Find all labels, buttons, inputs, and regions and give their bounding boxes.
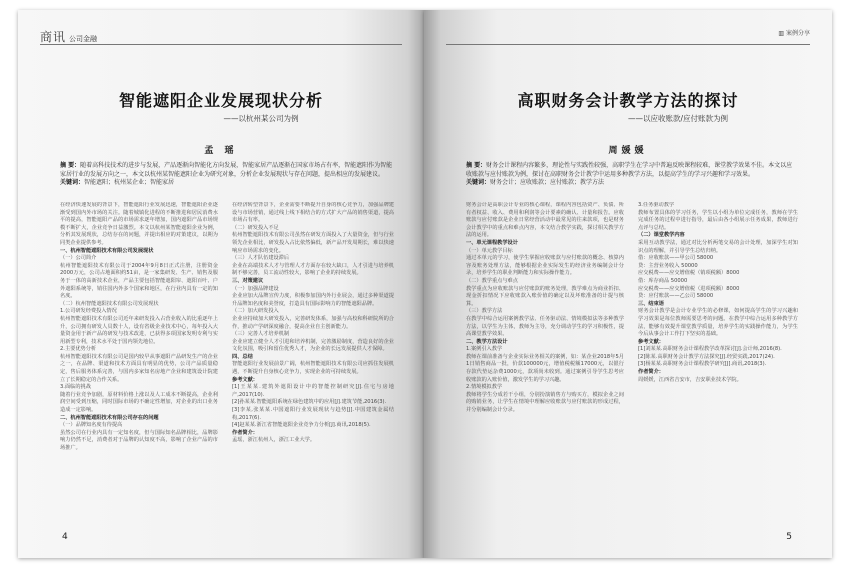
keywords-label: 关键词： <box>60 179 85 186</box>
paragraph: 财务会计是高职会计专业的核心课程，课程内容包括资产、负债、所有者权益、收入、费用和利润等会计要素的确认、计量和报告。应收账款与应付账款是企业日常经营活动中最常见的往来款项，也是财务会计教学中的重点和难点内容，本文结合教学实践，探讨相关教学方法的运用。 <box>466 202 624 239</box>
paragraph: 教师在课前准备与企业实际业务相关的案例，如：某企业2018年5月1日销售商品一批，价款100000元，增值税税额17000元，以银行存款代垫运杂费1000元，款项尚未收到。通过案例引导学生思考应收账款的入账价值，激发学生的学习兴趣。 <box>466 353 624 383</box>
paragraph: （三）教学方法 <box>466 308 503 315</box>
paragraph: [3]李某,张某某.中国遮阳行业发展现状与趋势[J].中国建筑金属结构,2017(6). <box>232 407 394 421</box>
page-number: 5 <box>786 532 792 542</box>
keywords-text: 财务会计；应收账款；应付账款；教学方法 <box>490 179 605 186</box>
section-heading: 一、杭州智能遮阳技术有限公司发展现状 <box>60 247 154 254</box>
paragraph: 在经济快速发展的背景下，智能遮阳行业发展迅速，智能遮阳企业逐渐受到国内外市场的关注。随着城镇化进程的不断推进和居民消费水平的提高，智能遮阳产品的市场需求逐年增加，国内遮阳产品市场规模不断扩大，企业竞争日益激烈。本文以杭州某智能遮阳企业为例，分析其发展现状，总结存在的问题，并提出相应的对策建议，以期为同类企业提供参考。 <box>60 202 218 246</box>
paragraph: 企业在高端技术人才与管理人才方面存在较大缺口，人才引进与培养机制不够完善，员工流动性较大，影响了企业的持续发展。 <box>232 262 394 277</box>
paragraph: 虽然公司在行业内具有一定知名度，但与国际知名品牌相比，品牌影响力仍然不足，消费者对于品牌的认知度不高，影响了企业产品的市场推广。 <box>60 429 218 451</box>
paragraph: 通过本单元的学习，使学生掌握应收账款与应付账款的概念、核算内容及账务处理方法，能够根据企业实际发生的经济业务编制会计分录，培养学生的职业判断能力和实际操作能力。 <box>466 255 624 277</box>
left-column-1 <box>60 202 218 522</box>
magazine-spread <box>18 10 832 558</box>
abstract <box>60 162 395 188</box>
article-subtitle: ——以杭州某公司为例 <box>223 114 299 123</box>
paragraph: 周媛媛，江西省吉安市，吉安职业技术学院。 <box>638 376 742 383</box>
section-heading: 参考文献： <box>232 376 258 383</box>
section-heading: 三、对策建议 <box>232 277 264 284</box>
right-column-1 <box>466 202 624 522</box>
paragraph: [2]陈某.高职财务会计教学方法探究[J].经贸实践,2017(24). <box>638 353 775 360</box>
page-number: 4 <box>62 532 68 542</box>
paragraph: [3]杨某某.高职财务会计课程教学研究[J].商讯,2018(3). <box>638 361 767 368</box>
abstract-label: 摘 要： <box>466 162 487 169</box>
paragraph: 杭州智能遮阳技术有限公司于2004年9月8日正式注册，注册资金2000万元，公司占地面积约51亩，是一家集研发、生产、销售及服务于一体的高新技术企业，产品主要包括智能遮阳帘、遮阳百叶、户外遮阳系统等，销往国内外多个国家和地区，在行业内具有一定的知名度。 <box>60 262 218 300</box>
paragraph: 贷：应付账款——乙公司 58000 <box>638 293 714 300</box>
paragraph: 财务会计教学是会计专业学生的必修课，如何提高学生的学习兴趣和学习效果是每位教师需要思考的问题。在教学中综合运用多种教学方法，能够有效提升课堂教学质量，培养学生的实践操作能力，为学生今后从事会计工作打下坚实的基础。 <box>638 308 798 338</box>
paragraph: 教师将学生分成若干小组，分别扮演销售方与购买方，模拟企业之间的购销业务，让学生在情境中理解应收账款与应付账款的形成过程，并分别编制会计分录。 <box>466 391 624 414</box>
abstract <box>466 162 796 188</box>
left-page-header <box>40 28 402 45</box>
section-heading: 二、杭州智能遮阳技术有限公司存在的问题 <box>60 414 159 421</box>
paragraph: 3.任务驱动教学 <box>638 202 675 208</box>
paragraph: （一）单元教学目标 <box>466 247 513 254</box>
paragraph: 在经济转型背景下，企业需要不断提升自身的核心竞争力，加强品牌建设与市场营销，通过线上线下相结合的方式扩大产品的销售渠道，提高市场占有率。 <box>232 202 394 224</box>
paragraph: 教学重点为应收账款与应付账款的账务处理，教学难点为商业折扣、现金折扣情况下应收账款入账价值的确定以及坏账准备的计提与核算。 <box>466 285 624 307</box>
paragraph: 2.情境模拟教学 <box>466 384 503 391</box>
right-column-2 <box>638 202 798 522</box>
paragraph: 智能遮阳行业发展前景广阔，杭州智能遮阳技术有限公司应抓住发展机遇，不断提升自身核心竞争力，实现企业的可持续发展。 <box>232 361 394 376</box>
header-brand: 商讯 <box>40 30 67 44</box>
abstract-label: 摘 要： <box>60 162 81 169</box>
paragraph: 教师布置具体的学习任务，学生以小组为单位完成任务，教师在学生完成任务的过程中进行指导，最后由各小组展示任务成果，教师进行点评与总结。 <box>638 209 798 231</box>
left-page <box>18 10 424 558</box>
paragraph: 随着行业竞争加剧，原材料价格上涨以及人工成本不断提高，企业利润空间受到压缩，同时国际市场的不确定性增加，对企业的出口业务造成一定影响。 <box>60 391 218 414</box>
section-heading: 四、总结 <box>232 353 253 360</box>
paragraph: [4]赵某某.浙江省智能遮阳企业竞争力分析[J].商讯,2018(5). <box>232 422 371 429</box>
paragraph: 杭州智能遮阳技术有限公司近年来研发投入占营业收入的比重逐年上升，公司拥有研发人员数十人，设有省级企业技术中心，每年投入大量资金用于新产品的研发与技术改进，已获得多项国家发明专利与实用新型专利，技术水平处于国内领先地位。 <box>60 315 218 345</box>
right-page <box>424 10 832 558</box>
right-page-header <box>446 28 810 45</box>
paragraph: 3.面临的挑战 <box>60 384 91 391</box>
article-author: 周媛媛 <box>608 146 648 156</box>
paragraph: 在教学中综合运用案例教学法、任务驱动法、情境模拟法等多种教学方法，以学生为主体，教师为主导，充分调动学生的学习积极性，提高课堂教学效果。 <box>466 315 624 338</box>
paragraph: （一）加强品牌建设 <box>232 285 279 292</box>
section-heading: 一、单元课程教学设计 <box>466 239 518 246</box>
paragraph: 1.公司研发经费投入情况 <box>60 308 117 315</box>
article-author: 孟 瑶 <box>204 146 238 156</box>
paragraph: （一）公司简介 <box>60 255 97 262</box>
paragraph: 1.案例引入教学 <box>466 346 503 353</box>
paragraph: 贷：主营业务收入 50000 <box>638 262 698 269</box>
section-heading: 作者简介： <box>232 429 258 436</box>
paragraph: （二）教学重点与难点 <box>466 277 518 284</box>
keywords-text: 智能遮阳；杭州某企业；智能家居 <box>84 179 175 186</box>
paragraph: （二）加大研发投入 <box>232 308 279 315</box>
paragraph: （三）人才队伍建设滞后 <box>232 255 290 262</box>
section-heading: 二、教学方法设计 <box>466 338 508 345</box>
paragraph: （二）研发投入不足 <box>232 224 279 231</box>
abstract-text: 随着高科技技术的进步与发展，产品逐渐向智能化方向发展，智能家居产品逐渐在国家市场占有率，智能遮阳作为智能家居行业的发展方向之一，本文以杭州某智能遮阳企业为研究对象，分析企业发展现状与存在问题，提出相应的发展建议。 <box>60 162 393 178</box>
paragraph: 企业应加大品牌宣传力度，积极参加国内外行业展会，通过多种渠道提升品牌知名度和美誉度，打造具有国际影响力的智能遮阳品牌。 <box>232 293 394 307</box>
header-tag: ▥ 案例分享 <box>778 30 810 37</box>
paragraph: [2]孙某某.智能遮阳系统在绿色建筑中的应用[J].建筑节能,2016(3). <box>232 399 387 406</box>
paragraph: 企业应持续加大研发投入，完善研发体系，加强与高校和科研院所的合作，推动产学研深度融合，提高企业自主创新能力。 <box>232 315 394 330</box>
paragraph: （二）杭州智能遮阳技术有限公司发展现状 <box>60 300 159 307</box>
paragraph: 应交税费——应交增值税（销项税额）8000 <box>638 270 740 277</box>
paragraph: 2.主要优势分析 <box>60 346 97 353</box>
paragraph: [1]王某某.建筑外遮阳设计中的智能控制研究[J].住宅与房地产,2017(10). <box>232 384 394 398</box>
paragraph: （三）完善人才培养机制 <box>232 331 290 338</box>
article-title: 高职财务会计教学方法的探讨 <box>517 91 739 110</box>
section-heading: 三、结束语 <box>638 300 664 307</box>
paragraph: 企业应建立健全人才引进和培养机制，完善激励制度，营造良好的企业文化氛围，吸引和留住优秀人才，为企业的长远发展提供人才保障。 <box>232 338 394 353</box>
paragraph: 杭州智能遮阳技术有限公司虽然在研发方面投入了大量资金，但与行业领先企业相比，研发投入占比依然偏低，新产品开发周期长，难以快速响应市场需求的变化。 <box>232 232 394 254</box>
paragraph: 应交税费——应交增值税（进项税额）8000 <box>638 285 740 292</box>
abstract-text: 财务会计课程内容繁多，理论性与实践性较强，高职学生在学习中普遍反映课程较难，课堂教学效果不佳。本文以应收账款与应付账款为例，探讨在高职财务会计教学中运用多种教学方法，以提高学生的学习兴趣和学习效果。 <box>466 162 793 178</box>
paragraph: 采用互动教学法，通过对比分析两笔交易的会计处理，加深学生对知识点的理解，并引导学生总结归纳。 <box>638 239 798 254</box>
section-heading: （二）课堂教学内容 <box>638 232 685 239</box>
paragraph: 杭州智能遮阳技术有限公司是国内较早从事遮阳产品研发生产的企业之一，在品牌、渠道和技术方面具有明显的优势，公司产品质量稳定，售后服务体系完善，与国内多家知名房地产企业和建筑设计院建立了长期稳定的合作关系。 <box>60 353 218 383</box>
keywords-label: 关键词： <box>466 179 491 186</box>
section-heading: 参考文献： <box>638 338 664 345</box>
paragraph: 借：应收账款——甲公司 58000 <box>638 255 714 262</box>
article-title: 智能遮阳企业发展现状分析 <box>118 91 323 110</box>
paragraph: 孟瑶，浙江杭州人，浙江工业大学。 <box>232 437 316 444</box>
left-column-2 <box>232 202 394 522</box>
paragraph: [1]刘某某.高职财务会计课程教学改革探讨[J].会计师,2016(8). <box>638 346 782 353</box>
article-subtitle: ——以应收账款/应付账款为例 <box>627 114 729 123</box>
paragraph: 借：库存商品 50000 <box>638 277 688 284</box>
paragraph: （一）品牌知名度有待提高 <box>60 422 123 429</box>
section-heading: 作者简介： <box>638 369 664 376</box>
header-column: 公司金融 <box>69 35 98 43</box>
